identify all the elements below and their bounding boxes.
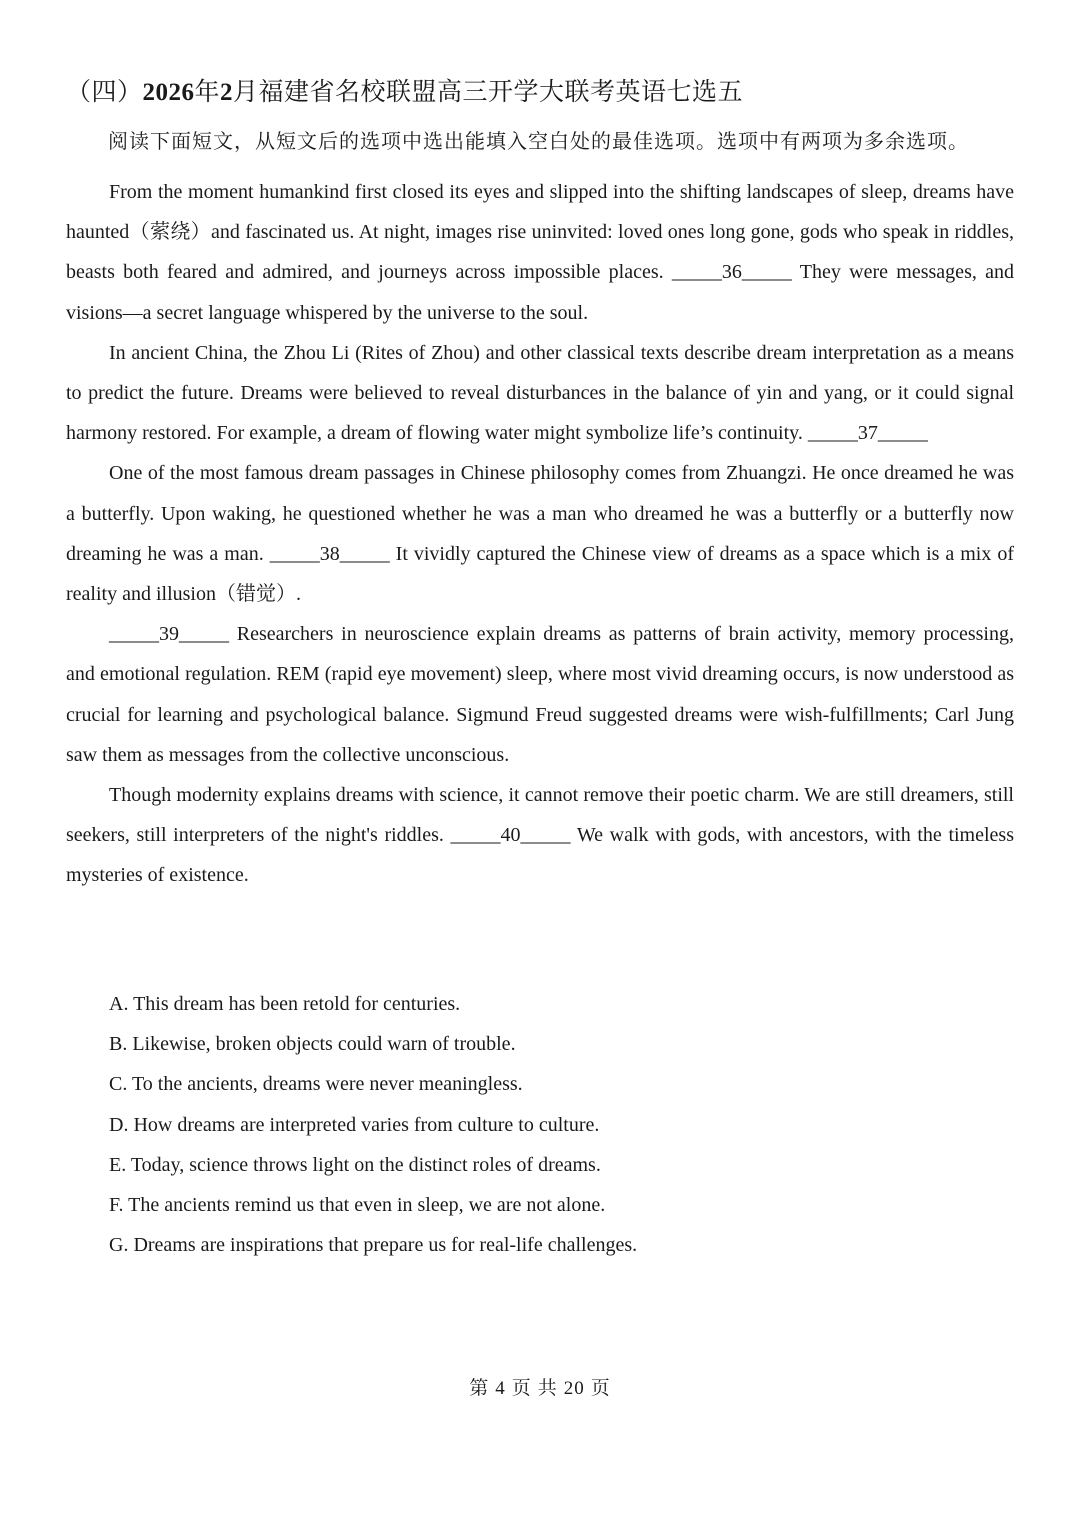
option-f: F. The ancients remind us that even in sleep, we are not alone. <box>109 1194 606 1217</box>
paragraph-3: One of the most famous dream passages in Chinese philosophy comes from Zhuangzi. He once dreamed he was a butterfly. Upon waking, he questioned whether he was a man who dreamed he was a butterfly or a butterfly now dreaming he was a man. _____38_____ It vividly captured the Chinese view of dreams as a space which is a mix of reality and illusion（错觉）. <box>66 462 1014 606</box>
paragraph-4: _____39_____ Researchers in neuroscience explain dreams as patterns of brain activity, memory processing, and emotional regulation. REM (rapid eye movement) sleep, where most vivid dreaming occurs, is now understood as crucial for learning and psychological balance. Sigmund Freud suggested dreams were wish-fulfillments; Carl Jung saw them as messages from the collective unconscious. <box>66 623 1014 766</box>
instruction-text: 阅读下面短文，从短文后的选项中选出能填入空白处的最佳选项。选项中有两项为多余选项。 <box>108 131 969 153</box>
title-prefix: （四） <box>66 79 143 106</box>
option-d: D. How dreams are interpreted varies from culture to culture. <box>109 1113 600 1136</box>
title-year: 2026 <box>142 79 195 106</box>
footer-gong: 共 <box>537 1378 558 1399</box>
paragraph-1: From the moment humankind first closed its eyes and slipped into the shifting landscapes of sleep, dreams have haunted（萦绕）and fascinated us. At night, images rise uninvited: loved ones long gone, gods who speak in riddles, beasts both feared and admired, and journeys across impossible places. _____36_____ They were messages, and visions—a secret language whispered by the universe to the soul. <box>66 181 1014 324</box>
option-a: A. This dream has been retold for centuries. <box>109 993 461 1015</box>
page-footer <box>0 1374 1080 1404</box>
footer-page-number: 4 <box>495 1378 506 1399</box>
option-e: E. Today, science throws light on the distinct roles of dreams. <box>109 1153 601 1176</box>
option-g: G. Dreams are inspirations that prepare us for real-life challenges. <box>109 1234 638 1257</box>
paragraph-2: In ancient China, the Zhou Li (Rites of Zhou) and other classical texts describe dream interpretation as a means to predict the future. Dreams were believed to reveal disturbances in the balance of yin and yang, or it could signal harmony restored. For example, a dream of flowing water might symbolize life’s continuity. _____37_____ <box>66 341 1014 445</box>
answer-options <box>109 984 637 1265</box>
title-rest: 月福建省名校联盟高三开学大联考英语七选五 <box>233 79 744 106</box>
footer-ye-2: 页 <box>590 1378 611 1399</box>
option-c: C. To the ancients, dreams were never meaningless. <box>109 1073 523 1096</box>
option-b: B. Likewise, broken objects could warn of trouble. <box>109 1033 516 1056</box>
footer-total-pages: 20 <box>563 1378 585 1399</box>
reading-passage <box>66 172 1014 896</box>
footer-di: 第 <box>469 1378 490 1399</box>
section-title <box>66 76 743 110</box>
paragraph-5: Though modernity explains dreams with science, it cannot remove their poetic charm. We are still dreamers, still seekers, still interpreters of the night's riddles. _____40_____ We walk with gods, with ancestors, with the timeless mysteries of existence. <box>66 784 1014 887</box>
footer-ye: 页 <box>511 1378 532 1399</box>
title-year-suffix: 年 <box>194 79 221 106</box>
title-month: 2 <box>220 79 234 106</box>
